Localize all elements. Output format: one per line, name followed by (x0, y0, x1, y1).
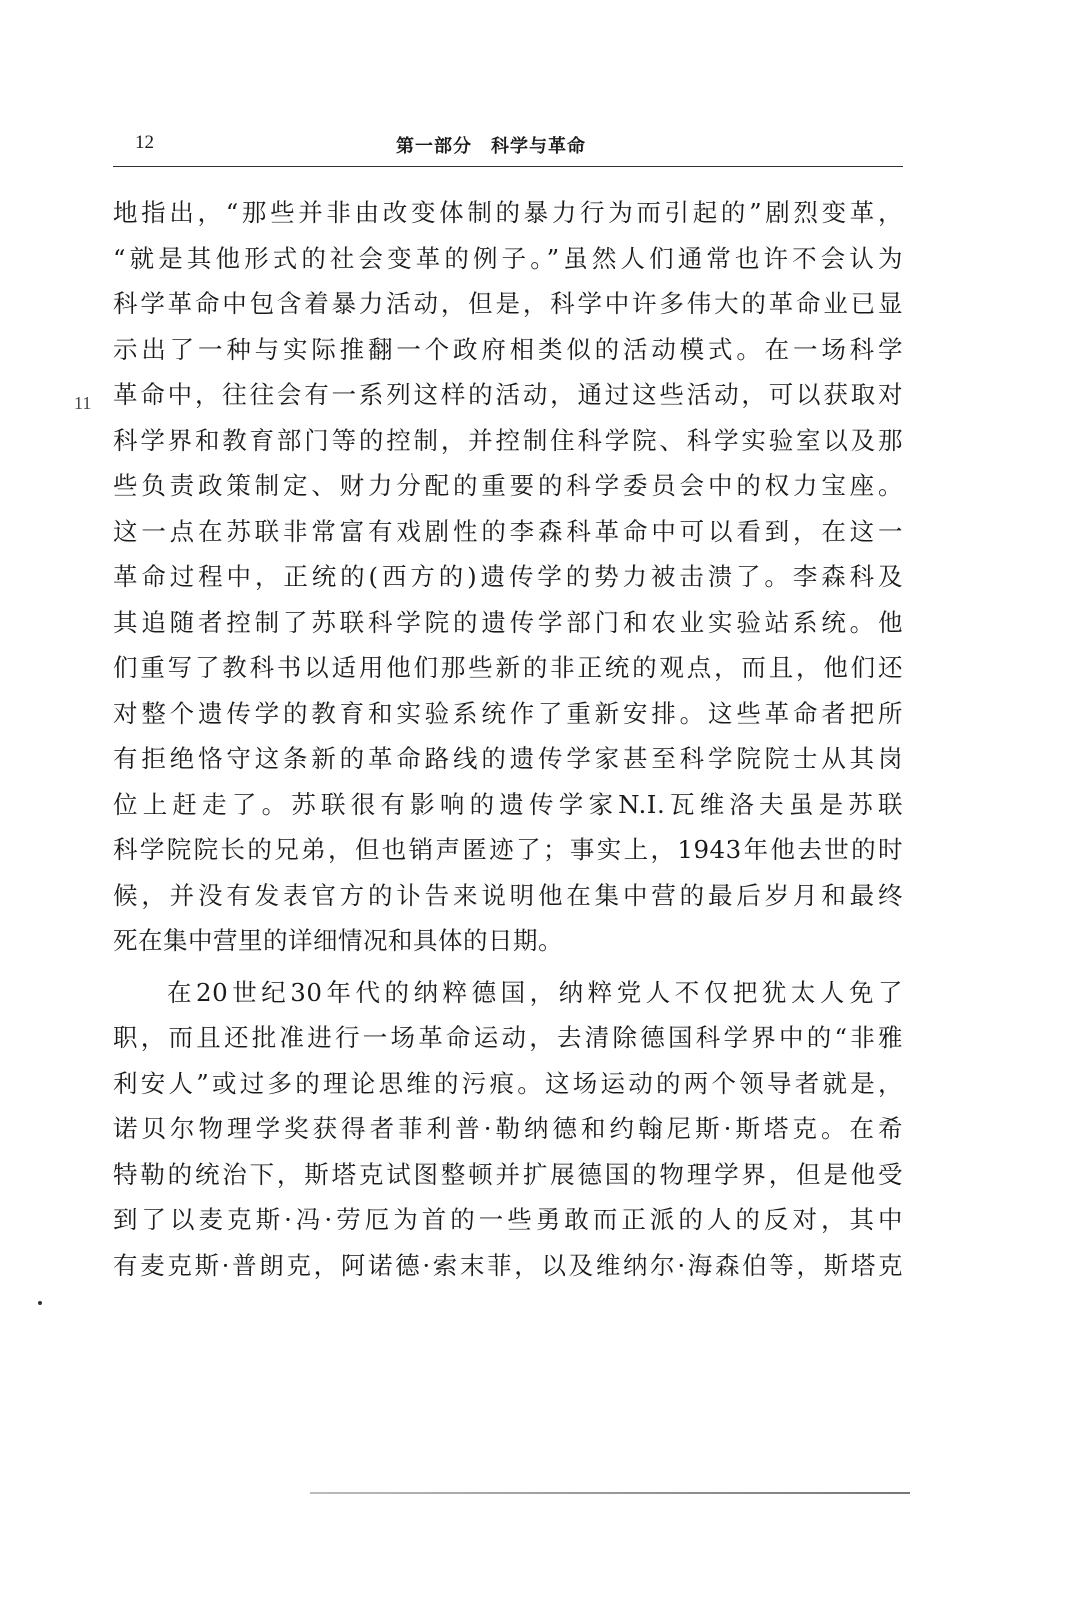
paragraph-2 (113, 970, 903, 1289)
running-header (113, 126, 903, 167)
text-line: 位上赶走了。苏联很有影响的遗传学家N.I.瓦维洛夫虽是苏联 (113, 789, 903, 819)
text-line: 科学界和教育部门等的控制，并控制住科学院、科学实验室以及那 (113, 425, 903, 455)
text-line: 有麦克斯·普朗克，阿诺德·索末菲，以及维纳尔·海森伯等，斯塔克 (113, 1250, 903, 1280)
text-line: 特勒的统治下，斯塔克试图整顿并扩展德国的物理学界，但是他受 (113, 1159, 903, 1189)
text-line: 革命过程中，正统的(西方的)遗传学的势力被击溃了。李森科及 (113, 562, 903, 591)
text-line: 这一点在苏联非常富有戏剧性的李森科革命中可以看到，在这一 (113, 516, 903, 546)
chapter-title: 第一部分 科学与革命 (396, 136, 586, 157)
text-line: 对整个遗传学的教育和实验系统作了重新安排。这些革命者把所 (113, 698, 903, 728)
text-line: 革命中，往往会有一系列这样的活动，通过这些活动，可以获取对 (113, 380, 903, 409)
text-line: 死在集中营里的详细情况和具体的日期。 (113, 926, 563, 955)
text-line: 们重写了教科书以适用他们那些新的非正统的观点，而且，他们还 (113, 653, 903, 682)
text-line: 诺贝尔物理学奖获得者菲利普·勒纳德和约翰尼斯·斯塔克。在希 (113, 1114, 903, 1143)
text-line: 科学院院长的兄弟，但也销声匿迹了；事实上，1943年他去世的时 (113, 835, 903, 864)
text-line: 职，而且还批准进行一场革命运动，去清除德国科学界中的“非雅 (113, 1023, 903, 1052)
text-line: “就是其他形式的社会变革的例子。”虽然人们通常也许不会认为 (113, 243, 903, 273)
text-line: 科学革命中包含着暴力活动，但是，科学中许多伟大的革命业已显 (113, 289, 903, 318)
text-line: 地指出，“那些并非由改变体制的暴力行为而引起的”剧烈变革， (113, 198, 903, 227)
text-line: 候，并没有发表官方的讣告来说明他在集中营的最后岁月和最终 (113, 880, 903, 910)
scan-smudge-line (310, 1492, 910, 1494)
paragraph-1 (113, 190, 903, 964)
text-line: 到了以麦克斯·冯·劳厄为首的一些勇敢而正派的人的反对，其中 (113, 1205, 903, 1234)
text-line: 有拒绝恪守这条新的革命路线的遗传学家甚至科学院院士从其岗 (113, 744, 903, 773)
text-line: 示出了一种与实际推翻一个政府相类似的活动模式。在一场科学 (113, 334, 903, 364)
text-line: 其追随者控制了苏联科学院的遗传学部门和农业实验站系统。他 (113, 607, 903, 637)
text-line: 些负责政策制定、财力分配的重要的科学委员会中的权力宝座。 (113, 471, 903, 500)
text-line: 在20世纪30年代的纳粹德国，纳粹党人不仅把犹太人免了 (167, 977, 903, 1007)
page-number: 12 (135, 132, 154, 153)
text-line: 利安人”或过多的理论思维的污痕。这场运动的两个领导者就是， (113, 1068, 903, 1098)
scan-speck (38, 1301, 42, 1305)
body-text (113, 190, 903, 1288)
margin-page-reference: 11 (74, 393, 92, 413)
